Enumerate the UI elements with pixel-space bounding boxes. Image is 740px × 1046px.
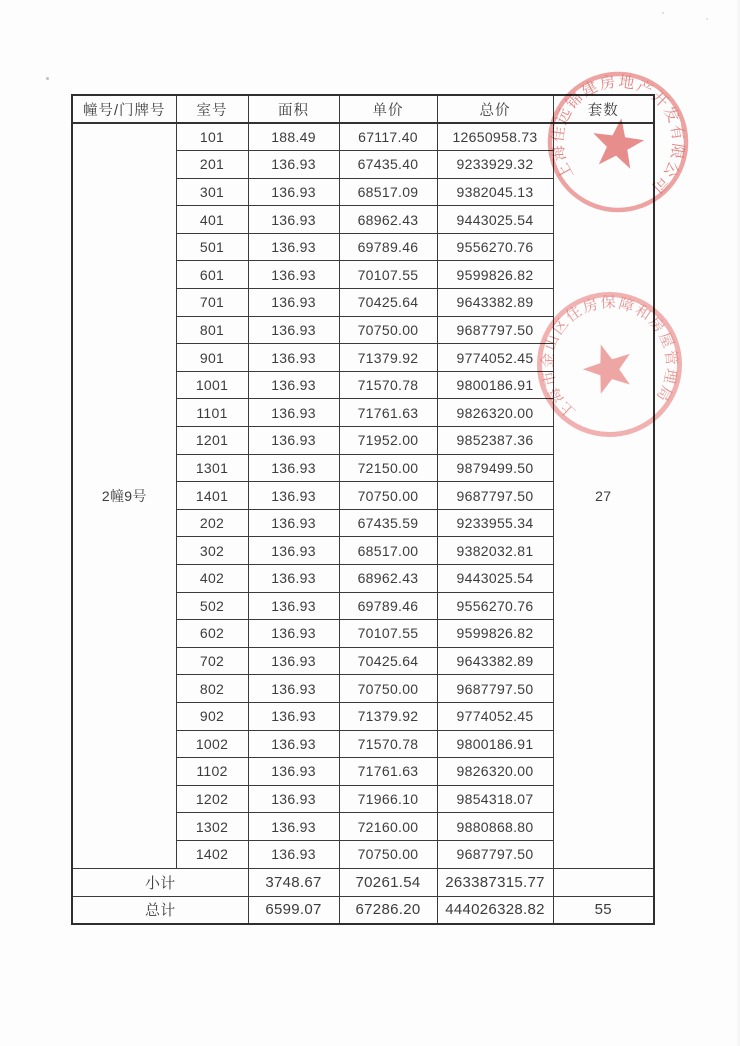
unit-price-cell: 71570.78: [339, 730, 437, 758]
unit-price-cell: 71570.78: [339, 371, 437, 399]
room-cell: 1401: [176, 482, 248, 510]
unit-price-cell: 71761.63: [339, 758, 437, 786]
star-icon: [589, 115, 647, 171]
room-cell: 1201: [176, 427, 248, 455]
total-price-cell: 9599826.82: [437, 620, 553, 648]
total-price-cell: 9233929.32: [437, 151, 553, 179]
grand-total-unit-price: 67286.20: [339, 896, 437, 924]
total-price-cell: 9599826.82: [437, 261, 553, 289]
room-cell: 101: [176, 123, 248, 151]
room-cell: 1402: [176, 840, 248, 868]
room-cell: 201: [176, 151, 248, 179]
scan-speck: [46, 77, 49, 80]
room-cell: 302: [176, 537, 248, 565]
unit-price-cell: 70107.55: [339, 620, 437, 648]
star-icon: [577, 337, 639, 397]
scan-edge-shadow: [736, 0, 740, 1046]
unit-price-cell: 71761.63: [339, 399, 437, 427]
area-cell: 136.93: [248, 785, 339, 813]
unit-price-cell: 70107.55: [339, 261, 437, 289]
total-price-cell: 9687797.50: [437, 840, 553, 868]
header-unit-price: 单价: [339, 95, 437, 123]
unit-price-cell: 70425.64: [339, 289, 437, 317]
area-cell: 136.93: [248, 427, 339, 455]
total-price-cell: 9233955.34: [437, 509, 553, 537]
total-price-cell: 9826320.00: [437, 758, 553, 786]
room-cell: 901: [176, 344, 248, 372]
subtotal-unit-count: [553, 868, 654, 896]
total-price-cell: 9852387.36: [437, 427, 553, 455]
room-cell: 1302: [176, 813, 248, 841]
unit-price-cell: 72160.00: [339, 813, 437, 841]
area-cell: 136.93: [248, 399, 339, 427]
area-cell: 136.93: [248, 178, 339, 206]
total-price-cell: 9774052.45: [437, 344, 553, 372]
subtotal-total-price: 263387315.77: [437, 868, 553, 896]
total-price-cell: 9687797.50: [437, 482, 553, 510]
room-cell: 902: [176, 702, 248, 730]
total-price-cell: 9382045.13: [437, 178, 553, 206]
unit-count-cell: 27: [553, 123, 654, 868]
header-unit-count: 套数: [553, 95, 654, 123]
table-body: [72, 123, 654, 868]
unit-price-cell: 71966.10: [339, 785, 437, 813]
scan-speck: [662, 12, 664, 14]
room-cell: 802: [176, 675, 248, 703]
room-cell: 601: [176, 261, 248, 289]
unit-price-cell: 67117.40: [339, 123, 437, 151]
unit-price-cell: 70750.00: [339, 482, 437, 510]
unit-price-cell: 68962.43: [339, 565, 437, 593]
room-cell: 401: [176, 206, 248, 234]
unit-price-cell: 68962.43: [339, 206, 437, 234]
grand-total-unit-count: 55: [553, 896, 654, 924]
area-cell: 136.93: [248, 840, 339, 868]
unit-price-cell: 69789.46: [339, 233, 437, 261]
total-price-cell: 9556270.76: [437, 592, 553, 620]
total-price-cell: 9443025.54: [437, 565, 553, 593]
unit-price-cell: 68517.09: [339, 178, 437, 206]
total-price-cell: 9382032.81: [437, 537, 553, 565]
total-price-cell: 9880868.80: [437, 813, 553, 841]
area-cell: 136.93: [248, 344, 339, 372]
unit-price-cell: 70750.00: [339, 840, 437, 868]
area-cell: 136.93: [248, 206, 339, 234]
total-price-cell: 9643382.89: [437, 647, 553, 675]
total-price-cell: 9643382.89: [437, 289, 553, 317]
total-price-cell: 9774052.45: [437, 702, 553, 730]
area-cell: 136.93: [248, 151, 339, 179]
subtotal-area: 3748.67: [248, 868, 339, 896]
unit-price-cell: 67435.59: [339, 509, 437, 537]
header-area: 面积: [248, 95, 339, 123]
unit-price-cell: 71379.92: [339, 344, 437, 372]
total-price-cell: 9854318.07: [437, 785, 553, 813]
area-cell: 188.49: [248, 123, 339, 151]
room-cell: 1101: [176, 399, 248, 427]
total-price-cell: 9556270.76: [437, 233, 553, 261]
room-cell: 1002: [176, 730, 248, 758]
room-cell: 701: [176, 289, 248, 317]
area-cell: 136.93: [248, 813, 339, 841]
room-cell: 301: [176, 178, 248, 206]
unit-price-cell: 67435.40: [339, 151, 437, 179]
company-seal-stamp: [533, 57, 703, 227]
total-price-cell: 9687797.50: [437, 316, 553, 344]
area-cell: 136.93: [248, 537, 339, 565]
subtotal-unit-price: 70261.54: [339, 868, 437, 896]
total-price-cell: 12650958.73: [437, 123, 553, 151]
unit-price-cell: 72150.00: [339, 454, 437, 482]
grand-total-area: 6599.07: [248, 896, 339, 924]
area-cell: 136.93: [248, 509, 339, 537]
header-building: 幢号/门牌号: [72, 95, 176, 123]
unit-price-cell: 70750.00: [339, 316, 437, 344]
area-cell: 136.93: [248, 371, 339, 399]
area-cell: 136.93: [248, 261, 339, 289]
room-cell: 502: [176, 592, 248, 620]
room-cell: 602: [176, 620, 248, 648]
authority-seal-stamp: [522, 277, 697, 452]
area-cell: 136.93: [248, 702, 339, 730]
room-cell: 1001: [176, 371, 248, 399]
total-price-cell: 9879499.50: [437, 454, 553, 482]
total-price-cell: 9443025.54: [437, 206, 553, 234]
room-cell: 1102: [176, 758, 248, 786]
unit-price-cell: 70750.00: [339, 675, 437, 703]
room-cell: 402: [176, 565, 248, 593]
header-room: 室号: [176, 95, 248, 123]
area-cell: 136.93: [248, 675, 339, 703]
area-cell: 136.93: [248, 592, 339, 620]
header-total-price: 总价: [437, 95, 553, 123]
room-cell: 202: [176, 509, 248, 537]
building-label-cell: 2幢9号: [72, 123, 176, 868]
unit-price-cell: 71952.00: [339, 427, 437, 455]
total-price-cell: 9800186.91: [437, 730, 553, 758]
grand-total-total-price: 444026328.82: [437, 896, 553, 924]
room-cell: 1202: [176, 785, 248, 813]
room-cell: 501: [176, 233, 248, 261]
unit-price-cell: 68517.00: [339, 537, 437, 565]
area-cell: 136.93: [248, 647, 339, 675]
area-cell: 136.93: [248, 289, 339, 317]
subtotal-row: [72, 868, 654, 896]
total-price-cell: 9687797.50: [437, 675, 553, 703]
company-seal-text: 上海佳远锦建房地产开发有限公司: [549, 73, 687, 196]
area-cell: 136.93: [248, 565, 339, 593]
scan-speck: [706, 18, 708, 20]
total-price-cell: 9826320.00: [437, 399, 553, 427]
area-cell: 136.93: [248, 233, 339, 261]
room-cell: 702: [176, 647, 248, 675]
room-cell: 1301: [176, 454, 248, 482]
room-cell: 801: [176, 316, 248, 344]
area-cell: 136.93: [248, 620, 339, 648]
grand-total-label: 总计: [72, 896, 248, 924]
unit-price-cell: 70425.64: [339, 647, 437, 675]
area-cell: 136.93: [248, 730, 339, 758]
subtotal-label: 小计: [72, 868, 248, 896]
area-cell: 136.93: [248, 316, 339, 344]
authority-seal-text: 上海市金山区住房保障和房屋管理局: [539, 294, 680, 421]
table-footer: [72, 868, 654, 924]
unit-price-cell: 71379.92: [339, 702, 437, 730]
area-cell: 136.93: [248, 454, 339, 482]
unit-price-cell: 69789.46: [339, 592, 437, 620]
grand-total-row: [72, 896, 654, 924]
area-cell: 136.93: [248, 482, 339, 510]
total-price-cell: 9800186.91: [437, 371, 553, 399]
area-cell: 136.93: [248, 758, 339, 786]
